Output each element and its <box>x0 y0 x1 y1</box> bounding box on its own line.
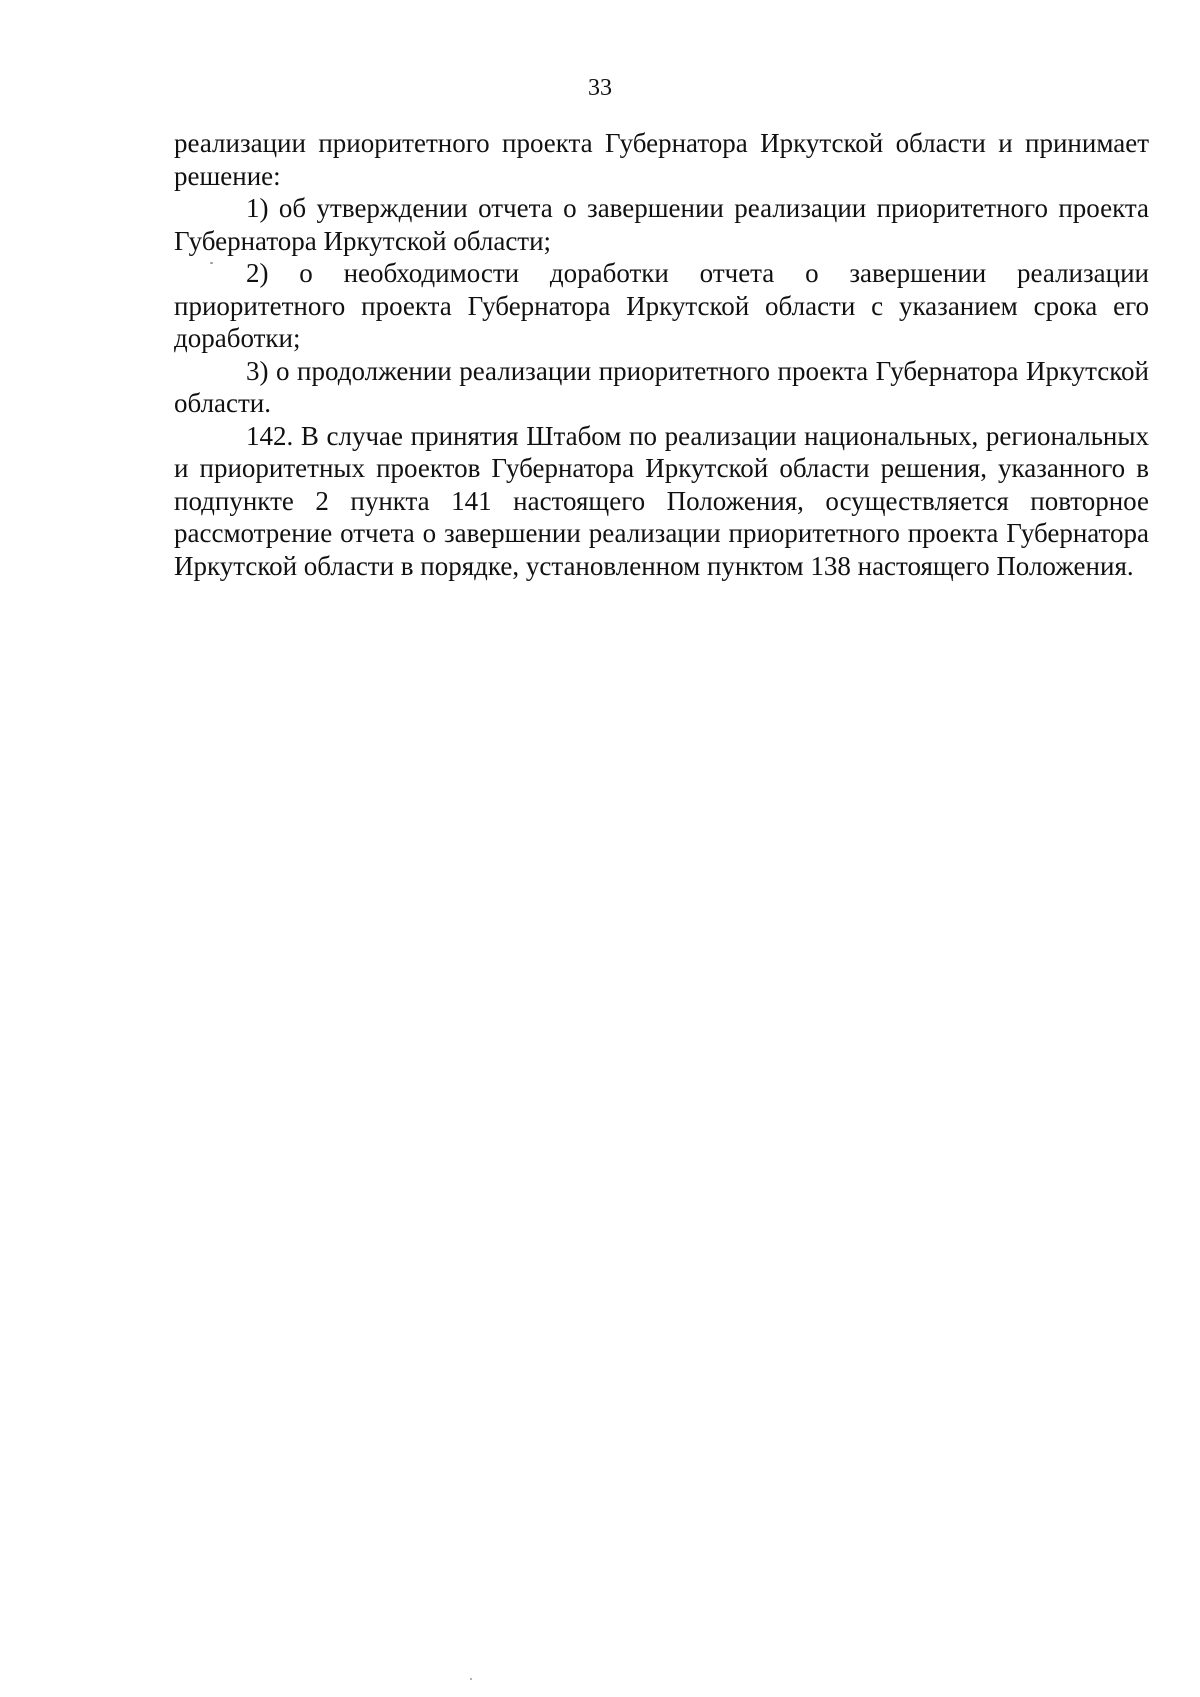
list-item-2: 2) о необходимости доработки отчета о завершении реализации приоритетного проекта Губернатора Иркутской области с указанием срока его доработки; <box>174 258 1149 353</box>
scan-speck <box>470 1678 472 1680</box>
list-item-1: 1) об утверждении отчета о завершении реализации приоритетного проекта Губернатора Иркутской области; <box>174 193 1149 256</box>
paragraph-142: 142. В случае принятия Штабом по реализации национальных, региональных и приоритетных проектов Губернатора Иркутской области решения, указанного в подпункте 2 пункта 141 настоящего Положения, осуществляется повторное рассмотрение отчета о завершении реализации приоритетного проекта Губернатора Иркутской области в порядке, установленном пунктом 138 настоящего Положения. <box>174 420 1149 581</box>
list-item-3: 3) о продолжении реализации приоритетного проекта Губернатора Иркутской области. <box>174 355 1149 418</box>
document-body <box>174 127 1149 582</box>
paragraph-continuation: реализации приоритетного проекта Губернатора Иркутской области и принимает решение: <box>174 128 1149 191</box>
scan-speck <box>210 262 213 264</box>
page-number: 33 <box>588 75 612 101</box>
